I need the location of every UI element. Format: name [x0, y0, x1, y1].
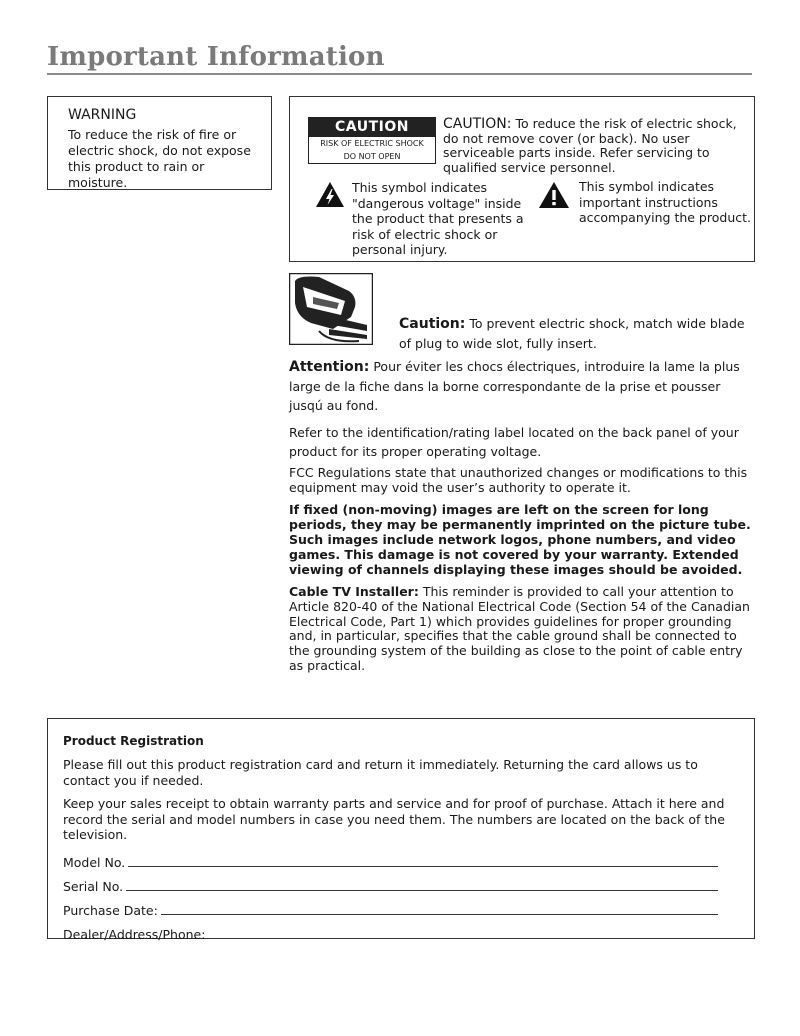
- page-title: Important Information: [47, 42, 385, 72]
- fixed-images-warning: If fixed (non-moving) images are left on the screen for long periods, they may be permanently imprinted on the picture tube. Such images include network logos, phone numbers, and video games. This damage is not covered by your warranty. Extended viewing of channels displaying these images should be avoided.: [289, 502, 751, 577]
- cable-body: This reminder is provided to call your attention to Article 820-40 of the National Electrical Code (Section 54 of the Canadian Electrical Code, Part 1) which provides guidelines for proper grounding and, in particular, specifies that the cable ground shall be connected to the grounding system of the building as close to the point of cable entry as practical.: [289, 584, 750, 673]
- symbol2-text: This symbol indicates important instructions accompanying the product.: [579, 179, 751, 225]
- field-label: Model No.: [63, 854, 126, 870]
- fill-in-line[interactable]: [128, 852, 718, 867]
- attention-paragraph: [289, 357, 755, 415]
- fill-in-line[interactable]: [161, 900, 718, 915]
- fill-in-line[interactable]: [126, 876, 718, 891]
- registration-para2: Keep your sales receipt to obtain warranty parts and service and for proof of purchase. Attach it here and record the serial and model numbers in case you need them. The numbers are located on the back of the television.: [63, 796, 725, 842]
- dealer-field: [63, 923, 718, 942]
- lightning-warning-icon: [315, 181, 345, 208]
- attention-body: Pour éviter les chocs électriques, introduire la lame la plus large de la fiche dans la borne correspondante de la prise et pousser jusqú au fond.: [289, 359, 740, 413]
- warning-box: [47, 96, 272, 190]
- attention-lead: Attention:: [289, 359, 370, 375]
- warning-body: To reduce the risk of fire or electric shock, do not expose this product to rain or moisture.: [68, 127, 251, 190]
- polarized-plug-icon: [289, 273, 373, 345]
- rating-paragraph: Refer to the identification/rating label located on the back panel of your product for its proper operating voltage.: [289, 425, 739, 459]
- cable-lead: Cable TV Installer:: [289, 584, 419, 599]
- plug-caution-lead: Caution:: [399, 316, 466, 332]
- fcc-paragraph: FCC Regulations state that unauthorized changes or modifications to this equipment may void the user’s authority to operate it.: [289, 465, 748, 495]
- caution-label-line2: DO NOT OPEN: [343, 152, 401, 161]
- caution-lead: CAUTION:: [443, 116, 512, 132]
- title-rule: [47, 73, 752, 75]
- purchase-date-field: [63, 899, 718, 918]
- caution-label-heading: CAUTION: [309, 118, 435, 137]
- caution-body: To reduce the risk of electric shock, do not remove cover (or back). No user serviceable parts inside. Refer servicing to qualified service personnel.: [443, 116, 737, 175]
- caution-label: [308, 117, 436, 164]
- exclamation-warning-icon: [538, 181, 570, 209]
- symbol1-text: This symbol indicates "dangerous voltage" inside the product that presents a risk of electric shock or personal injury.: [352, 180, 524, 257]
- warning-heading: WARNING: [68, 107, 137, 123]
- caution-label-line1: RISK OF ELECTRIC SHOCK: [320, 139, 424, 148]
- product-registration-box: [47, 718, 755, 942]
- field-label: Serial No.: [63, 878, 124, 894]
- caution-text: [443, 117, 748, 175]
- registration-heading: Product Registration: [63, 734, 204, 748]
- caution-box: [289, 96, 755, 262]
- plug-caution-body: To prevent electric shock, match wide blade of plug to wide slot, fully insert.: [399, 316, 745, 351]
- serial-number-field: [63, 875, 718, 894]
- registration-para1: Please fill out this product registration card and return it immediately. Returning the card allows us to contact you if needed.: [63, 757, 698, 788]
- field-label: Dealer/Address/Phone:: [63, 926, 206, 942]
- model-number-field: [63, 851, 718, 870]
- plug-caution: [399, 314, 759, 354]
- fill-in-line[interactable]: [208, 924, 718, 939]
- field-label: Purchase Date:: [63, 902, 158, 918]
- cable-installer-paragraph: [289, 585, 755, 674]
